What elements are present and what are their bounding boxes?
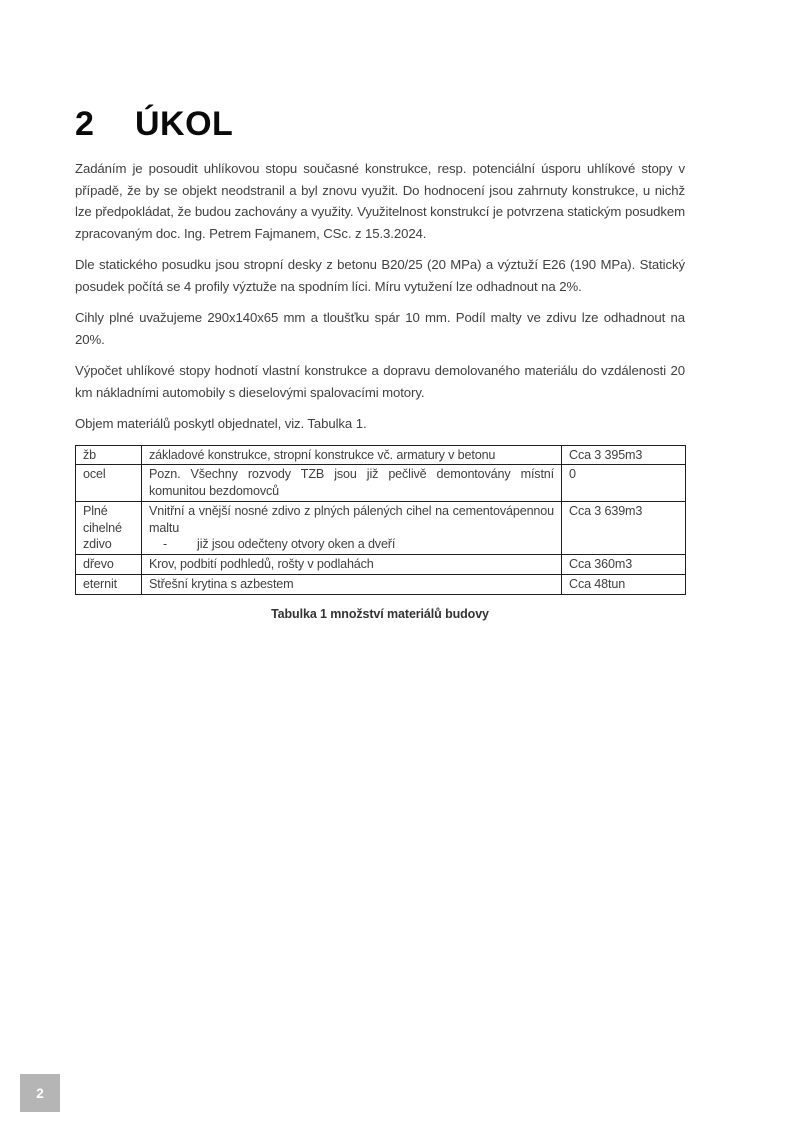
table-row-zb [76, 445, 686, 465]
page-number-badge [20, 1074, 60, 1112]
paragraph-materials-intro: Objem materiálů poskytl objednatel, viz. Tabulka 1. [75, 416, 367, 431]
amount-cell: Cca 360m3 [562, 555, 686, 575]
material-cell: žb [76, 445, 142, 465]
description-text: Vnitřní a vnější nosné zdivo z plných pálených cihel na cementovápennou maltu [149, 503, 554, 535]
section-heading [75, 107, 685, 142]
description-cell [142, 501, 562, 554]
paragraph-carbon-calc: Výpočet uhlíkové stopy hodnotí vlastní konstrukce a dopravu demolovaného materiálu do vzdálenosti 20 km nákladními automobily s dieselovými spalovacími motory. [75, 363, 685, 400]
amount-cell: Cca 3 395m3 [562, 445, 686, 465]
section-number: 2 [75, 105, 95, 143]
paragraph-assignment: Zadáním je posoudit uhlíkovou stopu současné konstrukce, resp. potenciální úsporu uhlíkové stopy v případě, že by se objekt neodstranil a byl znovu využit. Do hodnocení jsou zahrnuty konstrukce, u nichž lze předpokládat, že budou zachovány a využity. Využitelnost konstrukcí je potvrzena statickým posudkem zpracovaným doc. Ing. Petrem Fajmanem, CSc. z 15.3.2024. [75, 161, 685, 241]
page-number-text: 2 [36, 1085, 44, 1101]
description-cell: Krov, podbití podhledů, rošty v podlahách [142, 555, 562, 575]
material-cell: eternit [76, 575, 142, 595]
description-cell: Střešní krytina s azbestem [142, 575, 562, 595]
document-content [75, 0, 685, 621]
table-row-ocel [76, 465, 686, 502]
materials-table [75, 445, 686, 595]
material-cell: dřevo [76, 555, 142, 575]
paragraph-bricks: Cihly plné uvažujeme 290x140x65 mm a tloušťku spár 10 mm. Podíl malty ve zdivu lze odhadnout na 20%. [75, 310, 685, 347]
section-title: ÚKOL [135, 105, 234, 143]
table-row-eternit [76, 575, 686, 595]
description-bullet-line [149, 536, 554, 553]
description-cell: Pozn. Všechny rozvody TZB jsou již pečlivě demontovány místní komunitou bezdomovců [142, 465, 562, 502]
table-row-zdivo [76, 501, 686, 554]
paragraph-static-report: Dle statického posudku jsou stropní desky z betonu B20/25 (20 MPa) a výztuží E26 (190 MPa). Statický posudek počítá se 4 profily výztuže na spodním líci. Míru vytužení lze odhadnout na 2%. [75, 257, 685, 294]
table-row-drevo [76, 555, 686, 575]
amount-cell: Cca 3 639m3 [562, 501, 686, 554]
amount-cell: 0 [562, 465, 686, 502]
material-cell: Plné cihelné zdivo [76, 501, 142, 554]
dash-bullet: - [163, 537, 168, 552]
description-cell: základové konstrukce, stropní konstrukce vč. armatury v betonu [142, 445, 562, 465]
amount-cell: Cca 48tun [562, 575, 686, 595]
bullet-text: již jsou odečteny otvory oken a dveří [197, 537, 396, 552]
table-caption: Tabulka 1 množství materiálů budovy [271, 606, 489, 621]
material-cell: ocel [76, 465, 142, 502]
